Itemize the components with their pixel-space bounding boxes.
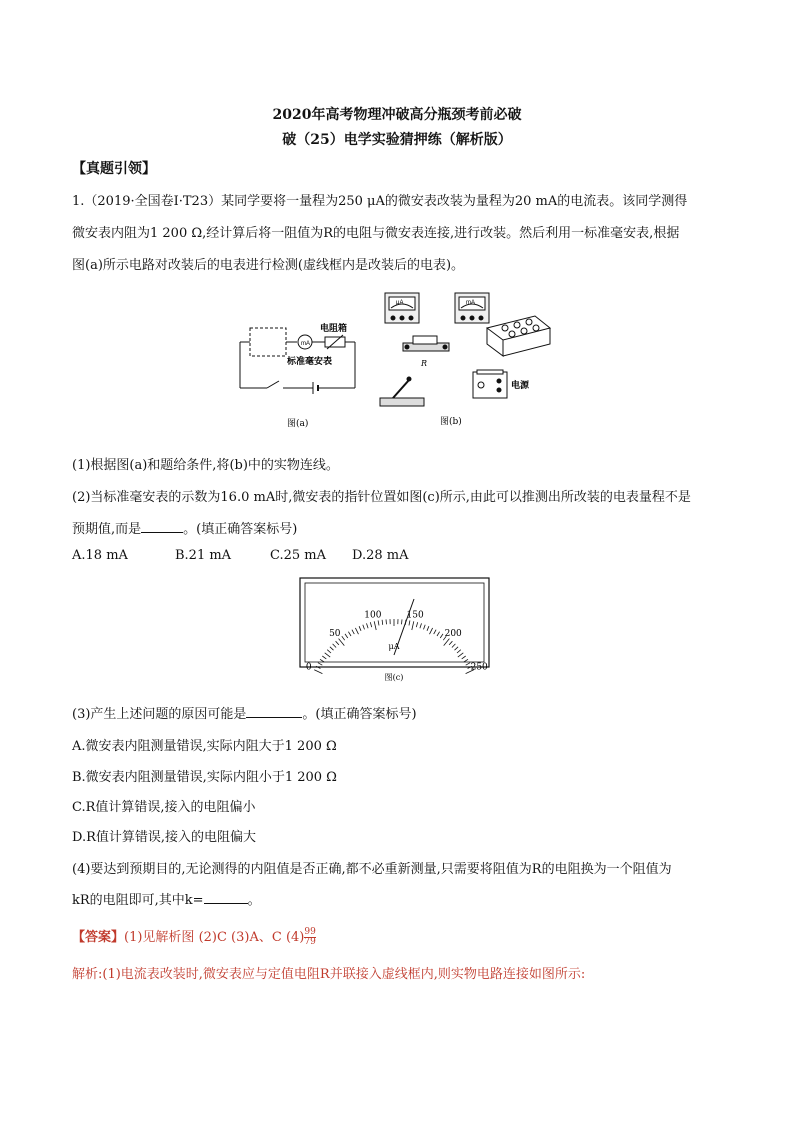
question-2-line-2 <box>72 518 732 537</box>
question-1: (1)根据图(a)和题给条件,将(b)中的实物连线。 <box>72 458 339 473</box>
microammeter-device <box>385 293 419 323</box>
switch-symbol <box>267 381 279 388</box>
power-supply-device <box>473 370 507 398</box>
resistance-box-device <box>487 316 550 356</box>
milliammeter-unit: mA <box>466 300 475 306</box>
figure-b-caption: 图(b) <box>440 417 462 427</box>
dashed-meter-box <box>250 328 286 356</box>
dial-unit: μA <box>388 642 400 651</box>
figure-c-dial <box>296 577 492 685</box>
dial-label-250: 250 <box>470 662 488 673</box>
question-2-suffix: 。(填正确答案标号) <box>183 522 298 537</box>
question-2-prefix: 预期值,而是 <box>72 522 142 537</box>
dial-label-100: 100 <box>364 610 382 621</box>
standard-ammeter-label: 标准毫安表 <box>287 357 333 367</box>
problem-stem-line-2: 微安表内阻为1 200 Ω,经计算后将一阻值为R的电阻与微安表连接,进行改装。然后利用一标准毫安表,根据 <box>72 226 680 241</box>
dial-tick <box>314 670 322 674</box>
analysis-text: 解析:(1)电流表改装时,微安表应与定值电阻R并联接入虚线框内,则实物电路连接如图所示: <box>72 967 586 982</box>
question-3-suffix: 。(填正确答案标号) <box>302 707 417 722</box>
resistance-box-label: 电阻箱 <box>320 324 348 334</box>
fixed-resistor-device <box>403 336 449 351</box>
q3-option-c: C.R值计算错误,接入的电阻偏小 <box>72 800 256 815</box>
answer-line <box>72 926 732 947</box>
dial-label-50: 50 <box>329 628 341 639</box>
power-supply-label: 电源 <box>511 381 530 391</box>
figure-a-circuit <box>235 318 365 430</box>
question-2-answer-blank <box>141 520 183 533</box>
q2-option-d: D.28 mA <box>352 548 409 563</box>
dial-label-150: 150 <box>406 610 424 621</box>
question-4-prefix: kR的电阻即可,其中k= <box>72 893 204 908</box>
document-title: 2020年高考物理冲破高分瓶颈考前必破 <box>272 107 522 123</box>
dial-tick <box>402 619 403 624</box>
dial-label-0: 0 <box>305 662 312 673</box>
fraction-numerator: 99 <box>304 927 316 937</box>
q3-option-b: B.微安表内阻测量错误,实际内阻小于1 200 Ω <box>72 770 337 785</box>
question-2-line-1: (2)当标准毫安表的示数为16.0 mA时,微安表的指针位置如图(c)所示,由此可以推测出所改装的电表量程不是 <box>72 490 691 505</box>
answer-fraction <box>304 928 315 947</box>
question-4-answer-blank <box>204 891 248 904</box>
q2-option-c: C.25 mA <box>270 548 327 563</box>
question-3-answer-blank <box>246 705 302 718</box>
q3-option-a: A.微安表内阻测量错误,实际内阻大于1 200 Ω <box>72 739 337 754</box>
figure-c-caption: 图(c) <box>384 673 404 682</box>
microammeter-unit: μA <box>396 300 404 306</box>
switch-device <box>380 377 424 406</box>
q2-option-a: A.18 mA <box>72 548 128 563</box>
fraction-denominator: 79 <box>304 937 316 947</box>
q2-option-b: B.21 mA <box>175 548 232 563</box>
dial-label-200: 200 <box>444 628 462 639</box>
document-subtitle: 破（25）电学实验猜押练（解析版） <box>282 132 512 148</box>
answer-tag: 【答案】 <box>72 930 125 945</box>
dial-tick <box>386 619 387 624</box>
milliammeter-device <box>455 293 489 323</box>
problem-stem-line-3: 图(a)所示电路对改装后的电表进行检测(虚线框内是改装后的电表)。 <box>72 258 465 273</box>
question-3-prefix: (3)产生上述问题的原因可能是 <box>72 707 247 722</box>
section-title: 【真题引领】 <box>72 161 156 177</box>
question-4-suffix: 。 <box>247 893 261 908</box>
mA-symbol-text: mA <box>301 341 310 347</box>
figure-a-caption: 图(a) <box>287 419 309 429</box>
question-2-options <box>72 548 732 563</box>
question-4-line-2 <box>72 889 732 908</box>
figure-b-components <box>375 288 555 430</box>
question-3 <box>72 703 732 722</box>
resistor-label: R <box>421 359 428 368</box>
problem-stem-line-1: 1.（2019·全国卷Ⅰ·T23）某同学要将一量程为250 μA的微安表改装为量程为20 mA的电流表。该同学测得 <box>72 194 688 209</box>
question-4-line-1: (4)要达到预期目的,无论测得的内阻值是否正确,都不必重新测量,只需要将阻值为R的电阻换为一个阻值为 <box>72 862 672 877</box>
answer-text: (1)见解析图 (2)C (3)A、C (4) <box>124 930 305 945</box>
q3-option-d: D.R值计算错误,接入的电阻偏大 <box>72 830 257 845</box>
